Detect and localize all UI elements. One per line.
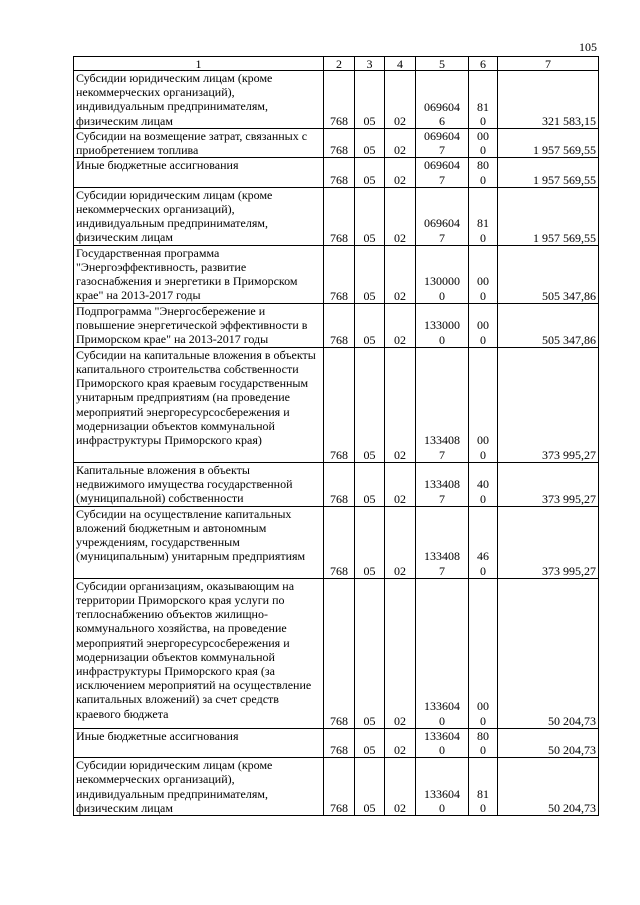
target-line-2: 7 (439, 447, 445, 462)
row-type-code (469, 578, 498, 728)
table-body (74, 71, 599, 816)
header-col-5: 5 (416, 57, 469, 71)
target-line-2: 0 (439, 332, 445, 347)
row-name: Государственная программа "Энергоэффективность, развитие газоснабжения и энергетики в Приморском крае" на 2013-2017 годы (74, 245, 324, 303)
type-line-1: 00 (477, 699, 489, 714)
row-type-code (469, 187, 498, 245)
row-target-code (416, 245, 469, 303)
row-target-code (416, 303, 469, 347)
table-row (74, 728, 599, 757)
header-row (74, 57, 599, 71)
row-name: Субсидии на возмещение затрат, связанных с приобретением топлива (74, 129, 324, 158)
table-row (74, 347, 599, 462)
target-line-2: 6 (439, 113, 445, 128)
row-name: Субсидии юридическим лицам (кроме некоммерческих организаций), индивидуальным предпринимателям, физическим лицам (74, 758, 324, 816)
type-line-2: 0 (480, 447, 486, 462)
row-section: 05 (355, 506, 385, 578)
row-type-code (469, 303, 498, 347)
type-line-2: 0 (480, 563, 486, 578)
type-line-2: 0 (480, 713, 486, 728)
row-subsection: 02 (385, 506, 416, 578)
row-type-code (469, 506, 498, 578)
target-line-2: 0 (439, 713, 445, 728)
row-name: Субсидии юридическим лицам (кроме некоммерческих организаций), индивидуальным предпринимателям, физическим лицам (74, 187, 324, 245)
row-target-code (416, 187, 469, 245)
row-type-code (469, 245, 498, 303)
row-target-code (416, 578, 469, 728)
row-target-code (416, 347, 469, 462)
target-line-1: 133604 (424, 728, 460, 743)
row-section: 05 (355, 728, 385, 757)
row-amount: 373 995,27 (498, 506, 599, 578)
row-section: 05 (355, 578, 385, 728)
table-row (74, 129, 599, 158)
target-line-2: 0 (439, 743, 445, 758)
table-row (74, 578, 599, 728)
row-name: Субсидии юридическим лицам (кроме некоммерческих организаций), индивидуальным предпринимателям, физическим лицам (74, 71, 324, 129)
target-line-2: 7 (439, 172, 445, 187)
row-name: Субсидии на осуществление капитальных вложений бюджетным и автономным учреждениям, государственным (муниципальным) унитарным предприятиям (74, 506, 324, 578)
target-line-1: 069604 (424, 99, 460, 114)
row-ministry: 768 (324, 462, 355, 506)
target-line-2: 7 (439, 563, 445, 578)
row-subsection: 02 (385, 578, 416, 728)
type-line-2: 0 (480, 113, 486, 128)
type-line-1: 00 (477, 433, 489, 448)
target-line-2: 7 (439, 230, 445, 245)
row-amount: 373 995,27 (498, 462, 599, 506)
row-subsection: 02 (385, 303, 416, 347)
row-amount: 1 957 569,55 (498, 158, 599, 187)
row-target-code (416, 462, 469, 506)
row-section: 05 (355, 303, 385, 347)
row-target-code (416, 71, 469, 129)
type-line-2: 0 (480, 288, 486, 303)
row-type-code (469, 158, 498, 187)
target-line-2: 0 (439, 801, 445, 816)
row-type-code (469, 758, 498, 816)
row-name: Иные бюджетные ассигнования (74, 728, 324, 757)
target-line-1: 130000 (424, 274, 460, 289)
row-subsection: 02 (385, 728, 416, 757)
row-name: Иные бюджетные ассигнования (74, 158, 324, 187)
row-ministry: 768 (324, 245, 355, 303)
row-amount: 50 204,73 (498, 758, 599, 816)
type-line-2: 0 (480, 491, 486, 506)
type-line-2: 0 (480, 743, 486, 758)
row-type-code (469, 347, 498, 462)
row-amount: 321 583,15 (498, 71, 599, 129)
target-line-1: 133408 (424, 433, 460, 448)
table-row (74, 71, 599, 129)
type-line-2: 0 (480, 801, 486, 816)
row-type-code (469, 728, 498, 757)
row-name: Подпрограмма "Энергосбережение и повышение энергетической эффективности в Приморском крае" на 2013-2017 годы (74, 303, 324, 347)
row-section: 05 (355, 158, 385, 187)
row-ministry: 768 (324, 303, 355, 347)
row-name: Субсидии на капитальные вложения в объекты капитального строительства собственности Приморского края краевым государственным унитарным предприятиям (на проведение мероприятий энергоресурсосбережения и модернизации объектов коммунальной инфраструктуры Приморского края) (74, 347, 324, 462)
table-header (74, 57, 599, 71)
row-section: 05 (355, 245, 385, 303)
target-line-2: 7 (439, 143, 445, 158)
row-subsection: 02 (385, 187, 416, 245)
row-ministry: 768 (324, 728, 355, 757)
table-row (74, 758, 599, 816)
type-line-1: 80 (477, 728, 489, 743)
row-ministry: 768 (324, 347, 355, 462)
target-line-1: 069604 (424, 216, 460, 231)
row-section: 05 (355, 187, 385, 245)
row-subsection: 02 (385, 347, 416, 462)
row-subsection: 02 (385, 158, 416, 187)
row-amount: 505 347,86 (498, 303, 599, 347)
target-line-2: 7 (439, 491, 445, 506)
target-line-1: 069604 (424, 129, 460, 143)
table-row (74, 158, 599, 187)
row-target-code (416, 758, 469, 816)
table-row (74, 506, 599, 578)
row-section: 05 (355, 129, 385, 158)
type-line-1: 81 (477, 99, 489, 114)
row-ministry: 768 (324, 71, 355, 129)
header-col-2: 2 (324, 57, 355, 71)
type-line-2: 0 (480, 332, 486, 347)
row-amount: 50 204,73 (498, 578, 599, 728)
type-line-1: 00 (477, 129, 489, 143)
type-line-2: 0 (480, 172, 486, 187)
row-ministry: 768 (324, 506, 355, 578)
row-amount: 50 204,73 (498, 728, 599, 757)
table-row (74, 187, 599, 245)
row-subsection: 02 (385, 129, 416, 158)
row-section: 05 (355, 758, 385, 816)
target-line-1: 133604 (424, 786, 460, 801)
table-row (74, 303, 599, 347)
row-subsection: 02 (385, 758, 416, 816)
header-col-4: 4 (385, 57, 416, 71)
type-line-1: 00 (477, 274, 489, 289)
row-name: Капитальные вложения в объекты недвижимого имущества государственной (муниципальной) собственности (74, 462, 324, 506)
row-target-code (416, 506, 469, 578)
row-subsection: 02 (385, 245, 416, 303)
header-col-6: 6 (469, 57, 498, 71)
row-type-code (469, 462, 498, 506)
row-name: Субсидии организациям, оказывающим на территории Приморского края услуги по теплоснабжению объектов жилищно-коммунального хозяйства, на проведение мероприятий энергоресурсосбережения и модернизации объектов коммунальной инфраструктуры Приморского края (за исключением мероприятий на осуществление капитальных вложений) за счет средств краевого бюджета (74, 578, 324, 728)
type-line-2: 0 (480, 143, 486, 158)
row-subsection: 02 (385, 462, 416, 506)
row-type-code (469, 129, 498, 158)
row-type-code (469, 71, 498, 129)
target-line-1: 133408 (424, 549, 460, 564)
header-col-3: 3 (355, 57, 385, 71)
row-ministry: 768 (324, 578, 355, 728)
target-line-1: 133604 (424, 699, 460, 714)
row-target-code (416, 728, 469, 757)
type-line-1: 81 (477, 216, 489, 231)
budget-table (73, 56, 599, 816)
row-amount: 1 957 569,55 (498, 129, 599, 158)
row-section: 05 (355, 71, 385, 129)
row-amount: 373 995,27 (498, 347, 599, 462)
type-line-1: 46 (477, 549, 489, 564)
type-line-1: 40 (477, 477, 489, 492)
page-number: 105 (579, 40, 597, 54)
target-line-1: 133408 (424, 477, 460, 492)
target-line-1: 133000 (424, 318, 460, 333)
row-section: 05 (355, 462, 385, 506)
type-line-2: 0 (480, 230, 486, 245)
row-ministry: 768 (324, 158, 355, 187)
header-col-7: 7 (498, 57, 599, 71)
row-section: 05 (355, 347, 385, 462)
row-amount: 505 347,86 (498, 245, 599, 303)
target-line-2: 0 (439, 288, 445, 303)
row-ministry: 768 (324, 187, 355, 245)
type-line-1: 00 (477, 318, 489, 333)
type-line-1: 80 (477, 158, 489, 173)
row-ministry: 768 (324, 129, 355, 158)
row-amount: 1 957 569,55 (498, 187, 599, 245)
table-row (74, 462, 599, 506)
row-target-code (416, 129, 469, 158)
target-line-1: 069604 (424, 158, 460, 173)
row-subsection: 02 (385, 71, 416, 129)
table-row (74, 245, 599, 303)
row-target-code (416, 158, 469, 187)
header-col-1: 1 (74, 57, 324, 71)
row-ministry: 768 (324, 758, 355, 816)
type-line-1: 81 (477, 786, 489, 801)
